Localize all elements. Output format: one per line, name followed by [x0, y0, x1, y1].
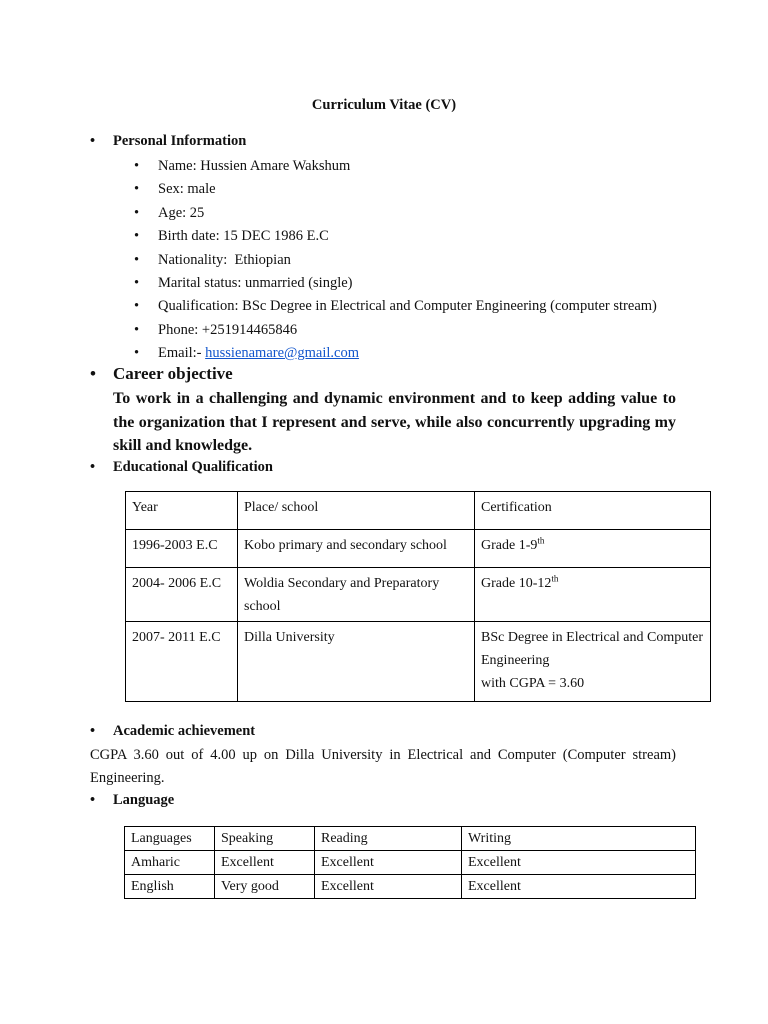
bullet-icon: • [134, 204, 140, 221]
header-cell-year: Year [126, 492, 238, 530]
bullet-icon: • [90, 459, 96, 475]
cert-line: BSc Degree in Electrical and Computer Engineering [481, 630, 703, 668]
bullet-icon: • [90, 364, 96, 383]
personal-marital-status: Marital status: unmarried (single) [158, 274, 353, 291]
table-row [126, 568, 711, 622]
bullet-icon: • [134, 274, 140, 291]
cell-place: Dilla University [238, 622, 475, 702]
email-link[interactable]: hussienamare@gmail.com [205, 345, 360, 362]
header-cell-reading: Reading [315, 827, 462, 851]
education-table [125, 491, 711, 702]
list-item [134, 295, 657, 318]
cell-reading: Excellent [315, 875, 462, 899]
bullet-icon: • [90, 723, 96, 739]
list-item [134, 155, 657, 178]
achievement-heading [90, 723, 255, 740]
bullet-icon: • [134, 158, 140, 174]
cell-year: 2004- 2006 E.C [126, 568, 238, 622]
cert-text: Grade 10-12 [481, 576, 552, 591]
cell-writing: Excellent [462, 851, 696, 875]
list-item [134, 319, 657, 342]
career-objective-text: To work in a challenging and dynamic environment and to keep adding value to the organization that I represent and serve, while also concurrently upgrading my skill and knowledge. [113, 390, 676, 454]
table-row [125, 851, 696, 875]
list-item [134, 342, 657, 365]
bullet-icon: • [134, 251, 140, 268]
education-heading [90, 459, 273, 476]
cert-superscript: th [551, 573, 559, 584]
list-item [134, 178, 657, 201]
personal-nationality: Nationality: Ethiopian [158, 251, 291, 268]
cert-superscript: th [537, 535, 545, 546]
career-heading [90, 364, 233, 384]
bullet-icon: • [134, 298, 140, 315]
personal-info-list [134, 155, 657, 366]
table-row [126, 622, 711, 702]
table-header-row [125, 827, 696, 851]
personal-info-heading [90, 133, 246, 150]
document-title: Curriculum Vitae (CV) [311, 97, 457, 113]
bullet-icon: • [134, 228, 140, 245]
career-heading-text: Career objective [113, 364, 233, 383]
bullet-icon: • [134, 321, 140, 338]
personal-email-label: Email:- [158, 345, 206, 362]
personal-age: Age: 25 [158, 204, 205, 221]
personal-birth-date: Birth date: 15 DEC 1986 E.C [158, 228, 329, 245]
header-cell-writing: Writing [462, 827, 696, 851]
bullet-icon: • [134, 345, 140, 362]
cert-line: with CGPA = 3.60 [481, 676, 585, 691]
header-cell-place: Place/ school [238, 492, 475, 530]
personal-name: Name: Hussien Amare Wakshum [158, 158, 351, 174]
cell-reading: Excellent [315, 851, 462, 875]
cell-speaking: Excellent [215, 851, 315, 875]
personal-info-heading-text: Personal Information [113, 133, 247, 149]
bullet-icon: • [134, 181, 140, 198]
list-item [134, 202, 657, 225]
list-item [134, 249, 657, 272]
bullet-icon: • [90, 792, 96, 808]
achievement-heading-text: Academic achievement [113, 723, 256, 739]
achievement-text: CGPA 3.60 out of 4.00 up on Dilla University in Electrical and Computer (Computer stream) Engineering. [90, 747, 676, 786]
education-heading-text: Educational Qualification [113, 459, 273, 475]
personal-phone: Phone: +251914465846 [158, 321, 298, 338]
cell-language: Amharic [125, 851, 215, 875]
cell-writing: Excellent [462, 875, 696, 899]
list-item [134, 272, 657, 295]
personal-qualification: Qualification: BSc Degree in Electrical and Computer Engineering (computer stream) [158, 298, 657, 315]
cell-year: 1996-2003 E.C [126, 530, 238, 568]
header-cell-certification: Certification [475, 492, 711, 530]
cell-speaking: Very good [215, 875, 315, 899]
header-cell-speaking: Speaking [215, 827, 315, 851]
list-item [134, 225, 657, 248]
personal-sex: Sex: male [158, 181, 216, 198]
cell-year: 2007- 2011 E.C [126, 622, 238, 702]
cell-place: Kobo primary and secondary school [238, 530, 475, 568]
cert-text: Grade 1-9 [481, 538, 538, 553]
table-row [126, 530, 711, 568]
cell-certification [475, 530, 711, 568]
cell-certification [475, 622, 711, 702]
table-header-row [126, 492, 711, 530]
bullet-icon: • [90, 133, 96, 149]
header-cell-languages: Languages [125, 827, 215, 851]
table-row [125, 875, 696, 899]
language-heading-text: Language [113, 792, 175, 808]
language-heading [90, 792, 174, 809]
cell-certification [475, 568, 711, 622]
cell-language: English [125, 875, 215, 899]
language-table [124, 826, 696, 899]
cell-place: Woldia Secondary and Preparatory school [238, 568, 475, 622]
